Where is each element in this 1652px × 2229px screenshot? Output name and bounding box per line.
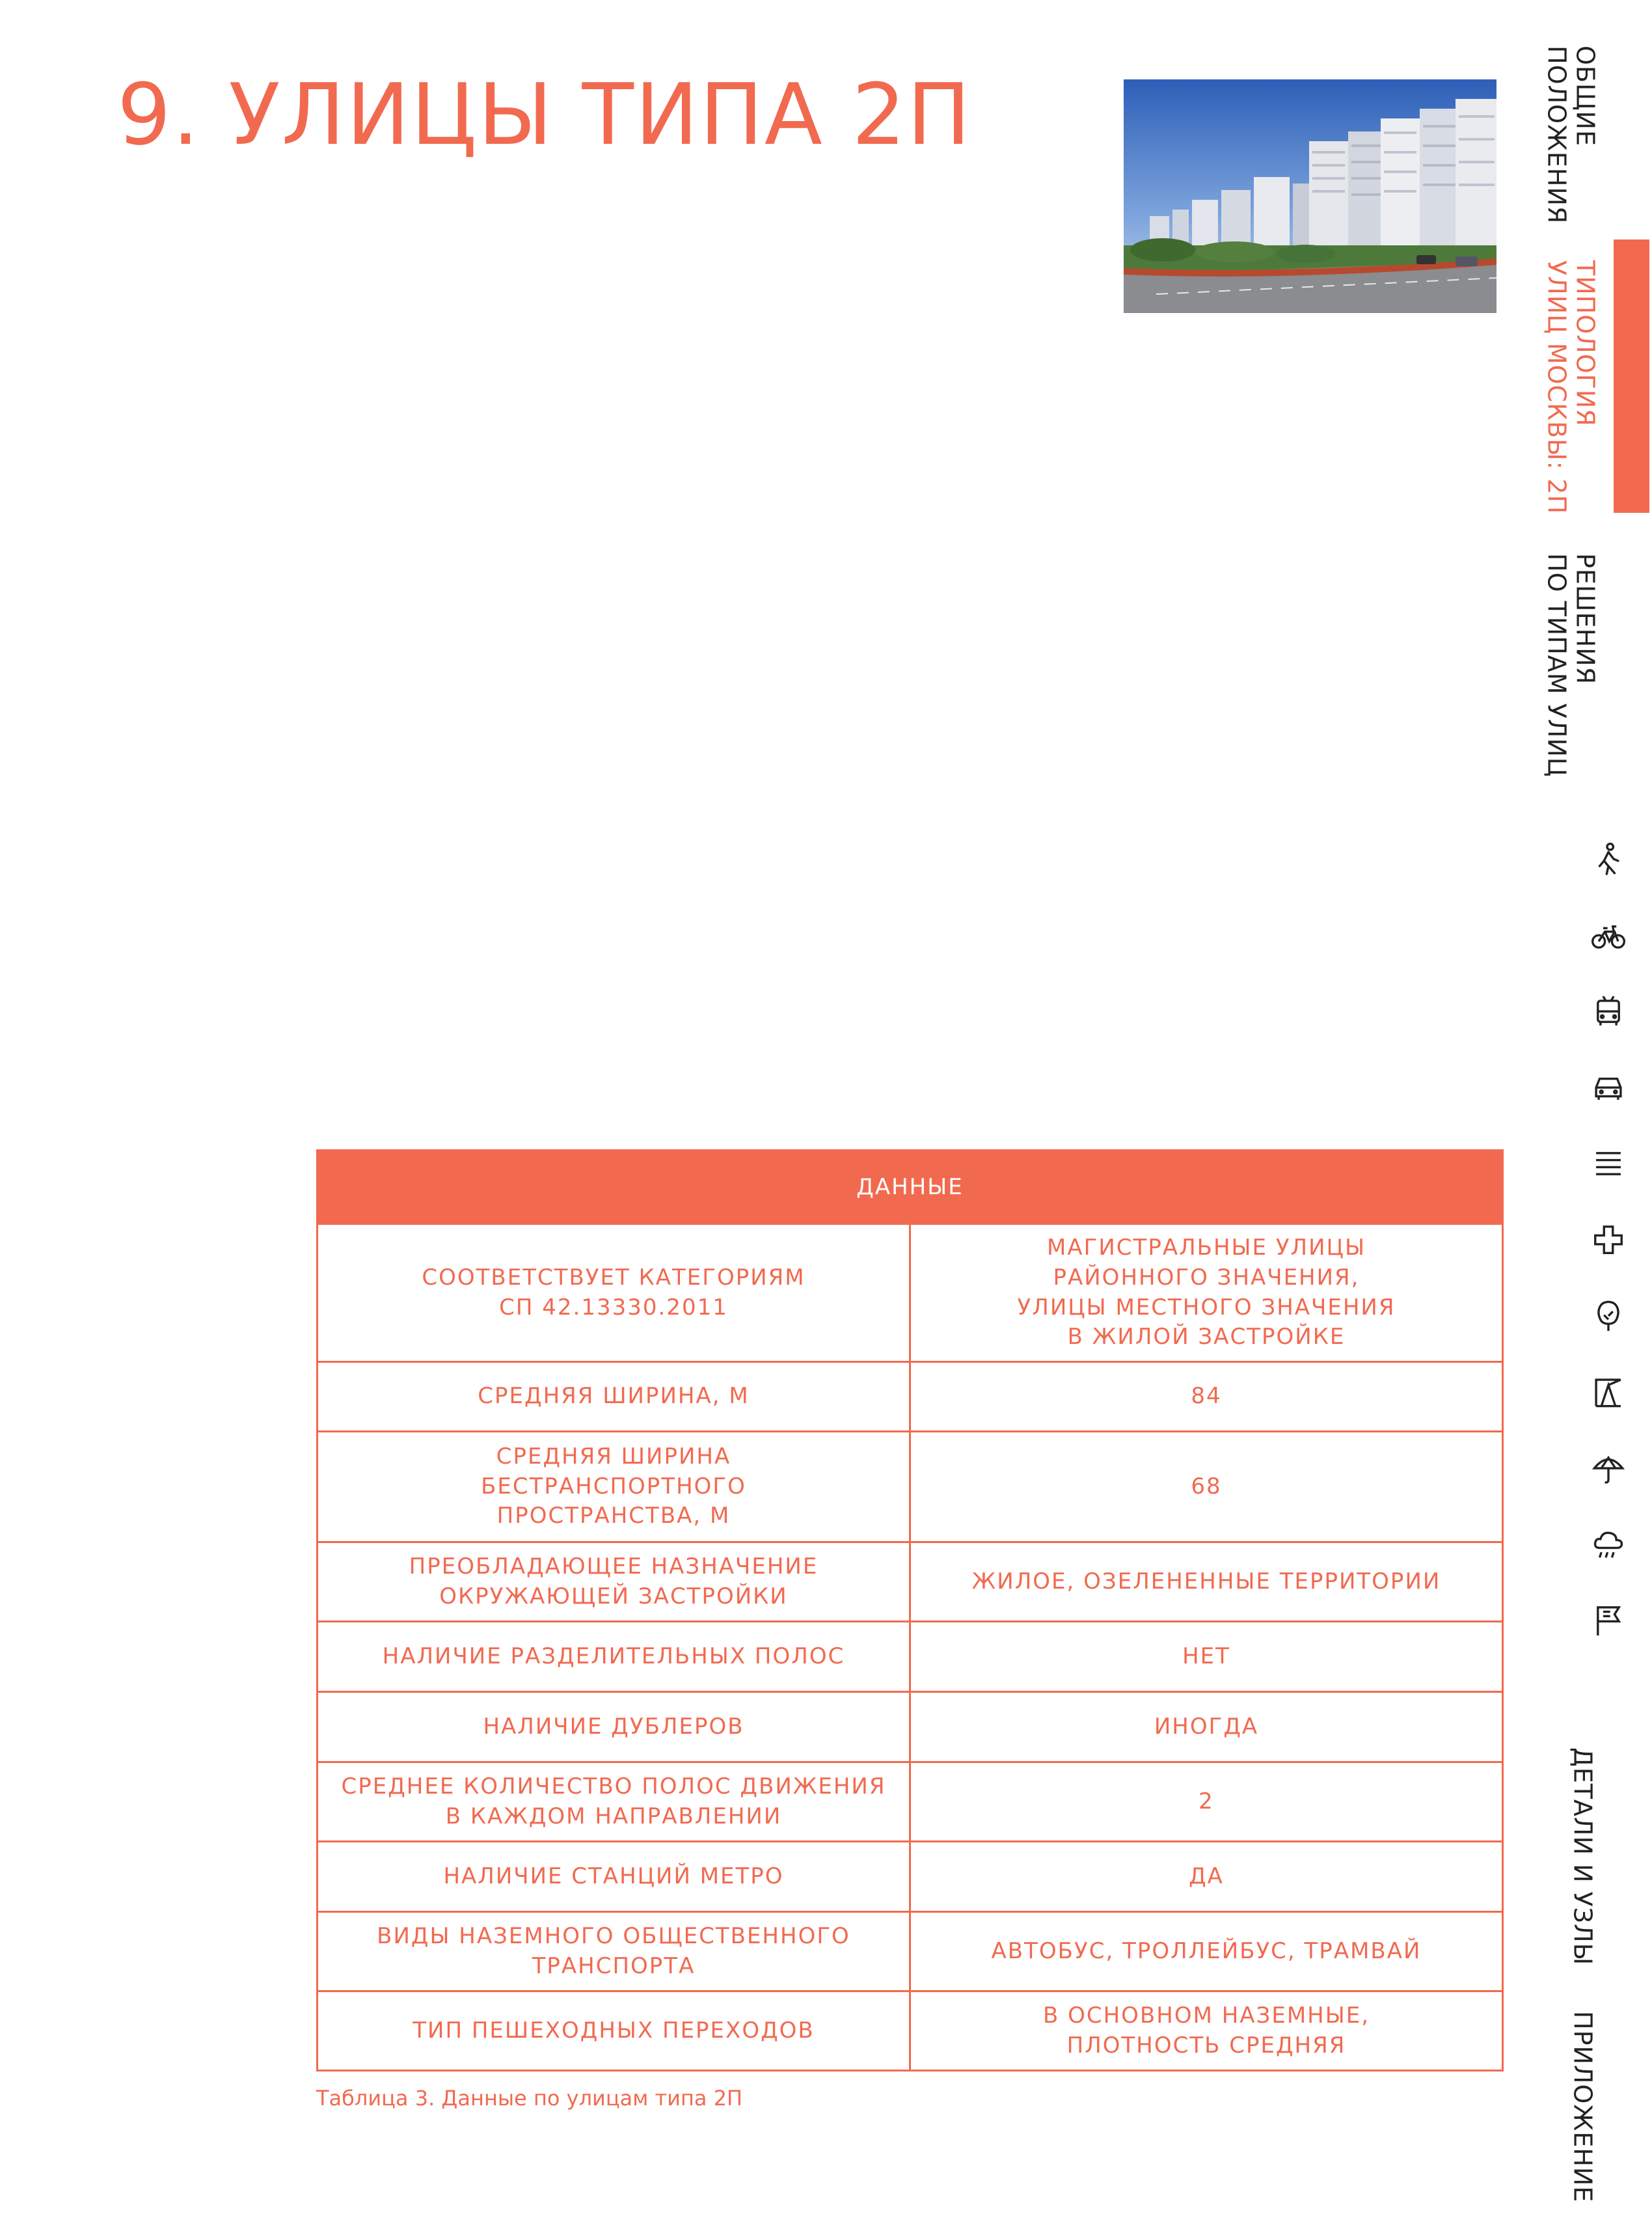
row-label: НАЛИЧИЕ ДУБЛЕРОВ — [318, 1692, 910, 1762]
row-value: АВТОБУС, ТРОЛЛЕЙБУС, ТРАМВАЙ — [910, 1912, 1503, 1991]
road-lines-icon[interactable] — [1589, 1144, 1628, 1183]
table-row — [318, 1991, 1503, 2071]
table-row — [318, 1762, 1503, 1842]
tunnel-icon[interactable] — [1589, 1373, 1628, 1412]
flag-icon[interactable] — [1589, 1601, 1628, 1640]
table-row — [318, 1432, 1503, 1542]
table-row — [318, 1912, 1503, 1991]
row-label: НАЛИЧИЕ РАЗДЕЛИТЕЛЬНЫХ ПОЛОС — [318, 1622, 910, 1692]
row-label: ВИДЫ НАЗЕМНОГО ОБЩЕСТВЕННОГО ТРАНСПОРТА — [318, 1912, 910, 1991]
table-row — [318, 1622, 1503, 1692]
row-label: СРЕДНЯЯ ШИРИНА, М — [318, 1362, 910, 1432]
row-label: ПРЕОБЛАДАЮЩЕЕ НАЗНАЧЕНИЕ ОКРУЖАЮЩЕЙ ЗАСТРОЙКИ — [318, 1542, 910, 1622]
street-photo — [1124, 79, 1496, 313]
row-label: ТИП ПЕШЕХОДНЫХ ПЕРЕХОДОВ — [318, 1991, 910, 2071]
row-value: 2 — [910, 1762, 1503, 1842]
table-row — [318, 1362, 1503, 1432]
table-header: ДАННЫЕ — [318, 1151, 1503, 1224]
row-label: СРЕДНЯЯ ШИРИНА БЕСТРАНСПОРТНОГО ПРОСТРАНСТВА, М — [318, 1432, 910, 1542]
row-value: ДА — [910, 1842, 1503, 1912]
row-label: СРЕДНЕЕ КОЛИЧЕСТВО ПОЛОС ДВИЖЕНИЯ В КАЖДОМ НАПРАВЛЕНИИ — [318, 1762, 910, 1842]
row-value: ИНОГДА — [910, 1692, 1503, 1762]
row-value: 84 — [910, 1362, 1503, 1432]
table-caption: Таблица 3. Данные по улицам типа 2П — [316, 2086, 743, 2111]
nav-solutions-by-type[interactable]: РЕШЕНИЯ ПО ТИПАМ УЛИЦ — [1542, 553, 1600, 778]
table-row — [318, 1842, 1503, 1912]
car-icon[interactable] — [1589, 1068, 1628, 1107]
street-data-table — [316, 1149, 1504, 2072]
row-label: НАЛИЧИЕ СТАНЦИЙ МЕТРО — [318, 1842, 910, 1912]
table-row — [318, 1692, 1503, 1762]
page-title: 9. УЛИЦЫ ТИПА 2П — [117, 65, 972, 164]
bus-icon[interactable] — [1589, 992, 1628, 1031]
tree-icon[interactable] — [1589, 1296, 1628, 1335]
bicycle-icon[interactable] — [1589, 916, 1628, 955]
row-value: МАГИСТРАЛЬНЫЕ УЛИЦЫ РАЙОННОГО ЗНАЧЕНИЯ, УЛИЦЫ МЕСТНОГО ЗНАЧЕНИЯ В ЖИЛОЙ ЗАСТРОЙКЕ — [910, 1224, 1503, 1362]
row-value: НЕТ — [910, 1622, 1503, 1692]
rain-cloud-icon[interactable] — [1589, 1525, 1628, 1564]
umbrella-icon[interactable] — [1589, 1449, 1628, 1488]
nav-details[interactable]: ДЕТАЛИ И УЗЛЫ — [1568, 1747, 1597, 1966]
nav-active-indicator — [1614, 239, 1649, 513]
nav-typology-active[interactable]: ТИПОЛОГИЯ УЛИЦ МОСКВЫ: 2П — [1542, 260, 1600, 515]
row-label: СООТВЕТСТВУЕТ КАТЕГОРИЯМ СП 42.13330.2011 — [318, 1224, 910, 1362]
table-row — [318, 1542, 1503, 1622]
row-value: 68 — [910, 1432, 1503, 1542]
table-row — [318, 1224, 1503, 1362]
nav-appendix[interactable]: ПРИЛОЖЕНИЕ — [1568, 2011, 1597, 2203]
medical-cross-icon[interactable] — [1589, 1220, 1628, 1259]
nav-general-provisions[interactable]: ОБЩИЕ ПОЛОЖЕНИЯ — [1542, 46, 1600, 225]
pedestrian-icon[interactable] — [1589, 840, 1628, 879]
section-icons — [1589, 840, 1628, 1677]
row-value: В ОСНОВНОМ НАЗЕМНЫЕ, ПЛОТНОСТЬ СРЕДНЯЯ — [910, 1991, 1503, 2071]
row-value: ЖИЛОЕ, ОЗЕЛЕНЕННЫЕ ТЕРРИТОРИИ — [910, 1542, 1503, 1622]
